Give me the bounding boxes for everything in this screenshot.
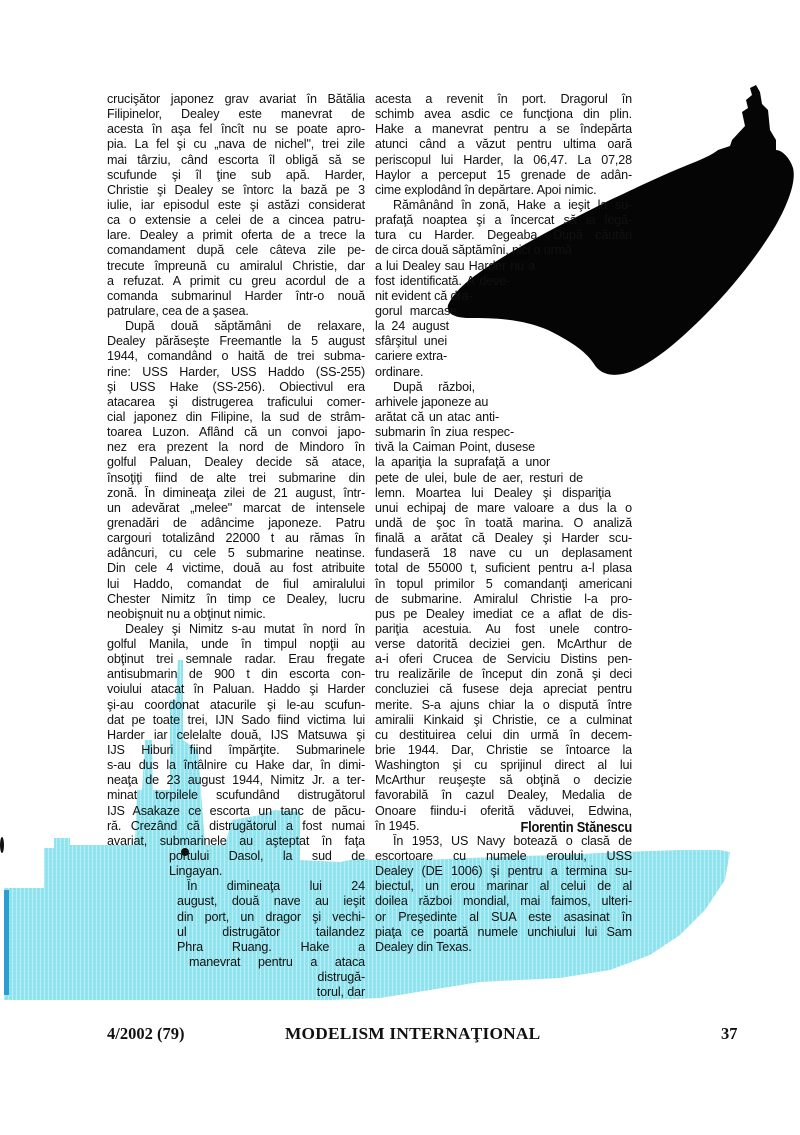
text-line: august, două nave au ieşit bbox=[177, 894, 365, 909]
text-line: 1944, comandând o haită de trei subma- bbox=[107, 349, 365, 364]
text-line: prafaţă noaptea şi a încercat să ia legă- bbox=[375, 213, 632, 228]
text-line: Christie şi Dealey se întorc la bază pe 3 bbox=[107, 182, 365, 197]
text-line: IJS Asakaze ce escorta un tanc de păcu- bbox=[107, 803, 365, 818]
page-number: 37 bbox=[721, 1024, 738, 1043]
text-line: ca o extensie a celei de a cincea patru- bbox=[107, 213, 365, 228]
article-column-left bbox=[107, 92, 365, 1000]
text-line: fost identificată. A deve- bbox=[375, 273, 510, 288]
text-line: scufunde şi îl ţine sub apă. Harder, bbox=[107, 167, 365, 182]
text-line: adâncuri, cu cele 5 submarine neatinse. bbox=[107, 546, 365, 561]
text-line: pariţia acestuia. Au fost unele contro- bbox=[375, 621, 632, 636]
text-line: În dimineaţa lui 24 bbox=[187, 879, 365, 894]
text-line: s-au dus la întâlnire cu Hake dar, în dimi- bbox=[107, 758, 365, 773]
text-line: şi USS Hake (SS-256). Obiectivul era bbox=[107, 379, 365, 394]
text-line: cariere extra- bbox=[375, 349, 447, 364]
text-line: torul, dar bbox=[316, 985, 365, 1000]
text-line: În 1953, US Navy botează o clasă de bbox=[393, 833, 632, 848]
text-line: total de 55000 t, suficient pentru a-l plasa bbox=[375, 561, 632, 576]
text-line: Dealey din Texas. bbox=[375, 939, 472, 954]
text-line: la 24 august bbox=[375, 319, 449, 334]
text-line: Lingayan. bbox=[169, 864, 223, 879]
text-line: lemn. Moartea lui Dealey şi dispariţia bbox=[375, 485, 611, 500]
text-line: lui Haddo, comandat de fiul amiralului bbox=[107, 576, 365, 591]
text-line: distrugă- bbox=[317, 970, 365, 985]
text-line: doilea război mondial, mai faimos, ulteri- bbox=[375, 894, 632, 909]
text-line: manevrat pentru a ataca bbox=[189, 955, 365, 970]
text-line: patrulare, cea de a şasea. bbox=[107, 303, 249, 318]
text-line: cu destituirea celui din urmă în decem- bbox=[375, 727, 632, 742]
text-line: zonă. În dimineaţa zilei de 21 august, într- bbox=[107, 485, 365, 500]
text-line: gorul marcase bbox=[375, 303, 457, 318]
text-line: neobişnuit nu a obţinut nimic. bbox=[107, 606, 266, 621]
text-line: din port, un dragor şi vechi- bbox=[177, 909, 365, 924]
text-line: Washington şi cu sprijinul direct al lui bbox=[375, 758, 632, 773]
text-line: pete de ulei, bule de aer, resturi de bbox=[375, 470, 583, 485]
text-line: undă de şoc în toată marina. O analiză bbox=[375, 515, 632, 530]
text-line: atunci când a văzut pentru ultima oară bbox=[375, 137, 632, 152]
text-line: schimb avea asdic ce funcţiona din plin. bbox=[375, 107, 632, 122]
text-line: a refuzat. A primit cu greu acordul de a bbox=[107, 273, 365, 288]
text-line: amiralii Kinkaid şi Christie, ce a culminat bbox=[375, 712, 632, 727]
text-line: de submarine. Amiralul Christie l-a pro- bbox=[375, 591, 632, 606]
text-line: ordinare. bbox=[375, 364, 424, 379]
text-line: fundaseră 18 nave cu un deplasament bbox=[375, 546, 632, 561]
text-line: nez era prezent la nord de Mindoro în bbox=[107, 440, 365, 455]
text-line: Onoare fiindu-i oferită văduvei, Edwina, bbox=[375, 803, 632, 818]
text-line: Chester Nimitz în timp ce Dealey, lucru bbox=[107, 591, 365, 606]
text-line: Hake a manevrat pentru a se îndepărta bbox=[375, 122, 632, 137]
text-line: Rămânând în zonă, Hake a ieşit la su- bbox=[393, 197, 632, 212]
text-line: dat pe toate trei, IJN Sado fiind victima lui bbox=[107, 712, 365, 727]
text-line: acesta a revenit în port. Dragorul în bbox=[375, 92, 632, 106]
text-line: ul distrugător tailandez bbox=[177, 924, 365, 939]
text-line: merite. S-a ajuns chiar la o dispută între bbox=[375, 697, 632, 712]
text-line: ră. Crezând că distrugătorul a fost numai bbox=[107, 818, 365, 833]
text-line: lare. Dealey a primit oferta de a trece la bbox=[107, 228, 365, 243]
text-line: Phra Ruang. Hake a bbox=[177, 939, 365, 954]
text-line: Harder iar celelalte două, IJS Matsuwa şi bbox=[107, 727, 365, 742]
text-line: sfârşitul unei bbox=[375, 334, 447, 349]
text-line: şi-au coordonat atacurile şi le-au scufun- bbox=[107, 697, 365, 712]
text-line: golful Paluan, Dealey decide să atace, bbox=[107, 455, 365, 470]
text-line: or Preşedinte al SUA este asasinat în bbox=[375, 909, 632, 924]
text-line: voiului atacat în Paluan. Haddo şi Harder bbox=[107, 682, 365, 697]
text-line: verse datorită deciziei gen. McArthur de bbox=[375, 637, 632, 652]
text-line: piaţa ce poartă numele unchiului lui Sam bbox=[375, 924, 632, 939]
text-line: la apariţia la suprafaţă a unor bbox=[375, 455, 550, 470]
text-line: portului Dasol, la sud de bbox=[169, 849, 365, 864]
text-line: toarea Luzon. Aflând că un convoi japo- bbox=[107, 425, 365, 440]
text-line: însoţiţi fiind de alte trei submarine din bbox=[107, 470, 365, 485]
text-line: grenadări de adâncime japoneze. Patru bbox=[107, 515, 365, 530]
text-line: cial japonez din Filipine, la sud de strâm- bbox=[107, 409, 365, 424]
author-byline: Florentin Stănescu bbox=[520, 819, 632, 836]
text-line: tura cu Harder. Degeaba. După căutări bbox=[375, 228, 632, 243]
text-line: tivă la Caiman Point, dusese bbox=[375, 440, 535, 455]
text-line: un adevărat „melee" marcat de intensele bbox=[107, 500, 365, 515]
text-line: favorabilă în cazul Dealey, Medalia de bbox=[375, 788, 632, 803]
text-line: pia. La fel şi cu „nava de nichel", trei zile bbox=[107, 137, 365, 152]
text-line: arhivele japoneze au bbox=[375, 394, 488, 409]
text-line: acesta în aşa fel încît nu se poate apro- bbox=[107, 122, 365, 137]
text-line: nit evident că dra- bbox=[375, 288, 472, 303]
text-line: obţinut trei semnale radar. Erau fregate bbox=[107, 652, 365, 667]
text-line: atacarea şi distrugerea traficului comer- bbox=[107, 394, 365, 409]
text-line: IJS Hiburi fiind împărţite. Submarinele bbox=[107, 743, 365, 758]
text-line: unui echipaj de mare valoare a dus la o bbox=[375, 500, 632, 515]
text-line: în topul primilor 5 comandanţi americani bbox=[375, 576, 632, 591]
text-line: comanda submarinul Harder într-o nouă bbox=[107, 288, 365, 303]
text-line: golful Manila, unde în timpul nopţii au bbox=[107, 637, 365, 652]
text-line: trecute împreună cu amiralul Christie, dar bbox=[107, 258, 365, 273]
text-line: Din cele 4 victime, două au fost atribuite bbox=[107, 561, 365, 576]
text-line: biectul, un erou marinar al celui de al bbox=[375, 879, 632, 894]
text-line: brie 1944. Dar, Christie se întoarce la bbox=[375, 743, 632, 758]
text-line: pus pe Dealey imediat ce a aflat de dis- bbox=[375, 606, 632, 621]
text-line: iulie, iar episodul este şi astăzi considerat bbox=[107, 197, 365, 212]
text-line: tru realizările de început din zonă şi deci bbox=[375, 667, 632, 682]
text-line: Dealey şi Nimitz s-au mutat în nord în bbox=[125, 621, 365, 636]
text-line: concluziei că fusese deja apreciat pentru bbox=[375, 682, 632, 697]
text-line: escortoare cu numele eroului, USS bbox=[375, 849, 632, 864]
text-line: finală a arătat că Dealey şi Harder scu- bbox=[375, 531, 632, 546]
text-line: arătat că un atac anti- bbox=[375, 409, 499, 424]
text-line: După război, bbox=[393, 379, 475, 394]
text-line: periscopul lui Harder, la 06,47. La 07,28 bbox=[375, 152, 632, 167]
text-line: antisubmarin de 900 t din escorta con- bbox=[107, 667, 365, 682]
text-line: neaţa de 23 august 1944, Nimitz Jr. a ter- bbox=[107, 773, 365, 788]
text-line: a-i oferi Crucea de Serviciu Distins pen- bbox=[375, 652, 632, 667]
text-line: Haylor a perceput 15 grenade de adân- bbox=[375, 167, 632, 182]
text-line: submarin în ziua respec- bbox=[375, 425, 514, 440]
text-line: avariat, submarinele au aşteptat în faţa bbox=[107, 833, 365, 848]
text-line: După două săptămâni de relaxare, bbox=[125, 319, 365, 334]
text-line: cime explodând în depărtare. Apoi nimic. bbox=[375, 182, 597, 197]
text-line: comandament după cele câteva zile pe- bbox=[107, 243, 365, 258]
text-line: McArthur reuşeşte să obţină o decizie bbox=[375, 773, 632, 788]
text-line: Dealey părăseşte Freemantle la 5 august bbox=[107, 334, 365, 349]
text-line: de circa două săptămîni, nici o urmă bbox=[375, 243, 572, 258]
text-line: cargouri totalizând 22000 t au rămas în bbox=[107, 531, 365, 546]
text-line: rine: USS Harder, USS Haddo (SS-255) bbox=[107, 364, 365, 379]
text-line: Dealey (DE 1006) şi pentru a termina su- bbox=[375, 864, 632, 879]
text-line: minat torpilele scufundând distrugătorul bbox=[107, 788, 365, 803]
magazine-title: MODELISM INTERNAŢIONAL bbox=[285, 1024, 541, 1043]
text-line: a lui Dealey sau Harder nu a bbox=[375, 258, 535, 273]
text-line: în 1945. bbox=[375, 818, 420, 833]
text-line: mai târziu, când escorta îl obligă să se bbox=[107, 152, 365, 167]
issue-number: 4/2002 (79) bbox=[107, 1024, 185, 1043]
text-line: Filipinelor, Dealey este manevrat de bbox=[107, 107, 365, 122]
text-line: crucişător japonez grav avariat în Bătălia bbox=[107, 92, 365, 106]
